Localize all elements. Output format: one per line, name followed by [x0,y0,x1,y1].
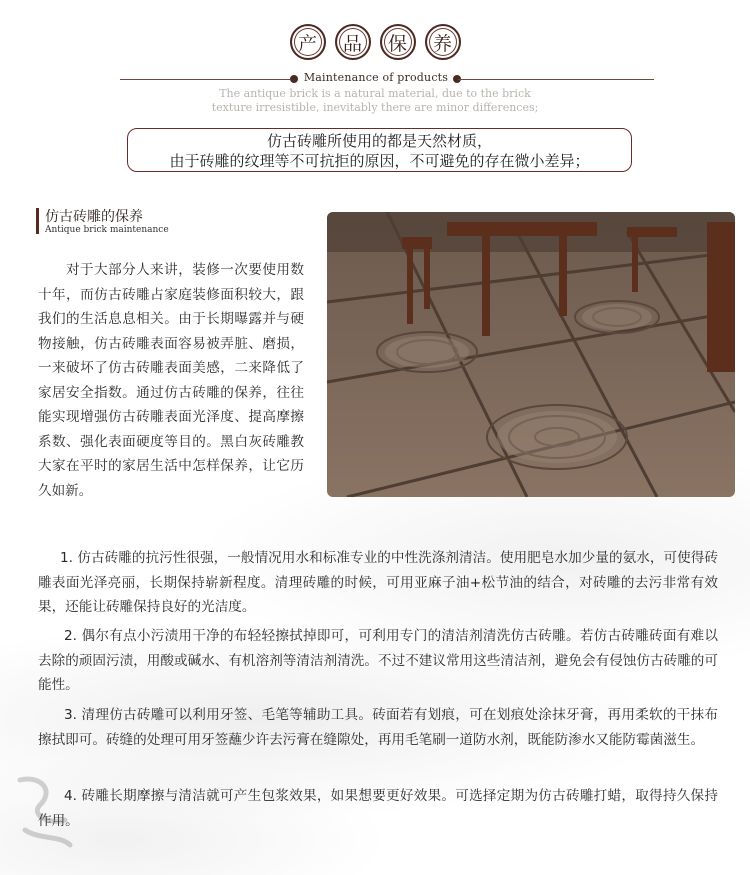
divider-left [120,79,290,80]
title-char-4: 养 [425,24,461,60]
english-description-line2: texture irresistible, inevitably there are minor differences; [211,101,539,114]
maintenance-point-2: 2. 偶尔有点小污渍用干净的布轻轻擦拭掉即可，可利用专门的清洁剂清洗仿古砖雕。若仿古砖雕砖面有难以去除的顽固污渍，用酸或碱水、有机溶剂等清洁剂清洗。不过不建议常用这些清洁剂，避免会有侵蚀仿古砖雕的可能性。 [38,628,718,693]
brush-calligraphy-decoration [10,770,80,850]
section-title: 仿古砖雕的保养 [45,209,143,225]
section-marker [36,208,39,234]
english-description [0,87,750,115]
section-title-english: Antique brick maintenance [45,225,169,235]
title-char-3: 保 [380,24,416,60]
title-badges [0,24,750,60]
notice-line2: 由于砖雕的纹理等不可抗拒的原因，不可避免的存在微小差异； [169,152,590,170]
maintenance-point-3: 3. 清理仿古砖雕可以利用牙签、毛笔等辅助工具。砖面若有划痕，可在划痕处涂抹牙膏，再用柔软的干抹布擦拭即可。砖缝的处理可用牙签蘸少许去污膏在缝隙处，再用毛笔刷一道防水剂，既能防渗水又能防霉菌滋生。 [38,707,718,748]
floor-illustration [327,212,735,497]
title-char-1: 产 [290,24,326,60]
maintenance-point-1: 1. 仿古砖雕的抗污性很强，一般情况用水和标准专业的中性洗涤剂清洁。使用肥皂水加少量的氨水，可使得砖雕表面光泽亮丽，长期保持崭新程度。清理砖雕的时候，可用亚麻子油+松节油的结合，对砖雕的去污非常有效果，还能让砖雕保持良好的光洁度。 [38,550,718,615]
carved-brick-floor-photo [327,212,735,497]
english-description-line1: The antique brick is a natural material, due to the brick [219,87,531,100]
maintenance-point-4: 4. 砖雕长期摩擦与清洁就可产生包浆效果，如果想要更好效果。可选择定期为仿古砖雕打蜡，取得持久保持作用。 [38,788,718,829]
divider-right [458,79,654,80]
intro-paragraph: 对于大部分人来讲，装修一次要使用数十年，而仿古砖雕占家庭装修面积较大，跟我们的生活息息相关。由于长期曝露并与硬物接触，仿古砖雕表面容易被弄脏、磨损，一来破坏了仿古砖雕表面美感，二来降低了家居安全指数。通过仿古砖雕的保养，往往能实现增强仿古砖雕表面光泽度、提高摩擦系数、强化表面硬度等目的。黑白灰砖雕教大家在平时的家居生活中怎样保养，让它历久如新。 [38,262,304,499]
title-char-2: 品 [335,24,371,60]
notice-box [127,128,632,172]
page-subtitle: Maintenance of products [303,71,449,84]
notice-line1: 仿古砖雕所使用的都是天然材质， [266,132,492,150]
